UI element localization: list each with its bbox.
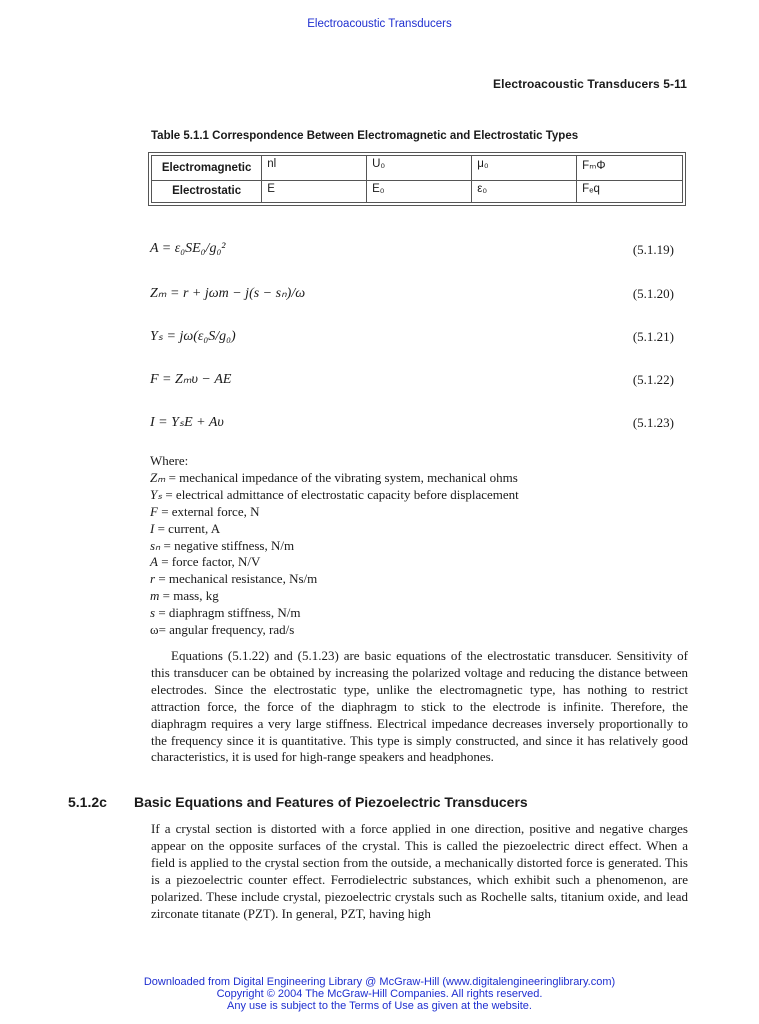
footer-line: Copyright © 2004 The McGraw-Hill Companies. All rights reserved. xyxy=(216,988,543,1000)
table-cell: E xyxy=(262,180,367,202)
variable-description: = mass, kg xyxy=(159,588,219,604)
where-heading: Where: xyxy=(150,453,189,468)
table-cell: Fₑq xyxy=(577,180,683,202)
variable-symbol: r xyxy=(150,571,156,587)
variable-symbol: F xyxy=(150,503,158,519)
table-cell: U₀ xyxy=(367,156,472,181)
list-item xyxy=(150,504,519,521)
variable-description: = negative stiffness, N/m xyxy=(160,537,295,553)
equation-number: (5.1.22) xyxy=(632,372,674,387)
footer xyxy=(0,976,759,1012)
variable-definitions xyxy=(150,453,519,639)
running-head: Electroacoustic Transducers 5-11 xyxy=(493,77,687,91)
table-row xyxy=(152,156,683,181)
row-label: Electromagnetic xyxy=(152,156,262,181)
list-item xyxy=(150,521,519,538)
variable-description: = electrical admittance of electrostatic capacity before displacement xyxy=(162,486,519,502)
body-paragraph xyxy=(151,648,688,766)
row-label: Electrostatic xyxy=(152,180,262,202)
equation-number: (5.1.20) xyxy=(632,286,674,301)
list-item xyxy=(150,605,519,622)
variable-symbol: s xyxy=(150,605,156,621)
section-title: Basic Equations and Features of Piezoelectric Transducers xyxy=(134,794,528,810)
header-link[interactable]: Electroacoustic Transducers xyxy=(307,18,452,30)
variable-description: = mechanical resistance, Ns/m xyxy=(155,571,318,587)
equation-5-1-23: I = YₛE + Aυ xyxy=(150,415,224,430)
equation-5-1-22: F = Zₘυ − AE xyxy=(150,372,232,387)
list-item xyxy=(150,588,519,605)
equation-number: (5.1.23) xyxy=(632,415,674,430)
variable-description: = current, A xyxy=(154,520,221,536)
equation-number: (5.1.19) xyxy=(632,242,674,257)
paragraph-text: If a crystal section is distorted with a force applied in one direction, positive and negative charges appear on the opposite surfaces of the crystal. This is called the piezoelectric direct effect. When a field is applied to the crystal section from the outside, a mechanically distorted force is generated. This is a piezoelectric counter effect. Ferrodielectric substances, which exhibit such a phenomenon, are polarized. These include crystal, piezoelectric crystals such as Rochelle salts, titanium oxide, and lead zirconate titanate (PZT). In general, PZT, having high xyxy=(151,821,688,921)
footer-line[interactable]: Downloaded from Digital Engineering Library @ McGraw-Hill (www.digitalengineeringlibrary.com) xyxy=(143,976,616,988)
list-item xyxy=(150,487,519,504)
variable-symbol: sₙ xyxy=(150,537,161,553)
body-paragraph xyxy=(151,821,688,922)
variable-symbol: m xyxy=(150,588,160,604)
variable-description: = angular frequency, rad/s xyxy=(158,622,295,638)
table-cell: ε₀ xyxy=(472,180,577,202)
paragraph-text: Equations (5.1.22) and (5.1.23) are basic equations of the electrostatic transducer. Sensitivity of this transducer can be obtained by increasing the polarized voltage and reducing the distance between electrodes. Since the electrostatic type, unlike the electromagnetic type, has nothing to restrict attraction force, the force of the diaphragm to stick to the electrode is infinite. Therefore, the diaphragm requires a very large stiffness. Electrical impedance decreases inversely proportionally to the frequency since it is quantitative. This type is simply constructed, and since it has relatively good characteristics, it is used for high-range speakers and headphones. xyxy=(151,648,688,765)
equation-number: (5.1.21) xyxy=(632,329,674,344)
variable-symbol: I xyxy=(150,520,155,536)
variable-symbol: ω xyxy=(150,622,159,638)
variable-symbol: Zₘ xyxy=(150,469,166,485)
variable-description: = mechanical impedance of the vibrating system, mechanical ohms xyxy=(165,469,518,485)
table-cell: E₀ xyxy=(367,180,472,202)
equation-5-1-20: Zₘ = r + jωm − j(s − sₙ)/ω xyxy=(150,286,306,301)
variable-description: = force factor, N/V xyxy=(157,554,261,570)
list-item xyxy=(150,554,519,571)
list-item xyxy=(150,538,519,555)
variable-description: = diaphragm stiffness, N/m xyxy=(155,605,301,621)
equation-5-1-19: A = ε₀SE₀/g₀² xyxy=(150,241,226,256)
section-number: 5.1.2c xyxy=(68,794,107,810)
list-item xyxy=(150,622,519,639)
table-cell: μ₀ xyxy=(472,156,577,181)
equation-5-1-21: Yₛ = jω(ε₀S/g₀) xyxy=(150,329,236,344)
table-row xyxy=(152,180,683,202)
variable-description: = external force, N xyxy=(157,503,260,519)
variable-symbol: A xyxy=(150,554,158,570)
list-item xyxy=(150,470,519,487)
correspondence-table xyxy=(148,152,686,206)
table-cell: nl xyxy=(262,156,367,181)
variable-symbol: Yₛ xyxy=(150,486,163,502)
table-caption: Table 5.1.1 Correspondence Between Electromagnetic and Electrostatic Types xyxy=(151,130,579,142)
list-item xyxy=(150,571,519,588)
footer-line[interactable]: Any use is subject to the Terms of Use as given at the website. xyxy=(227,1000,532,1012)
table-cell: FₘΦ xyxy=(577,156,683,181)
